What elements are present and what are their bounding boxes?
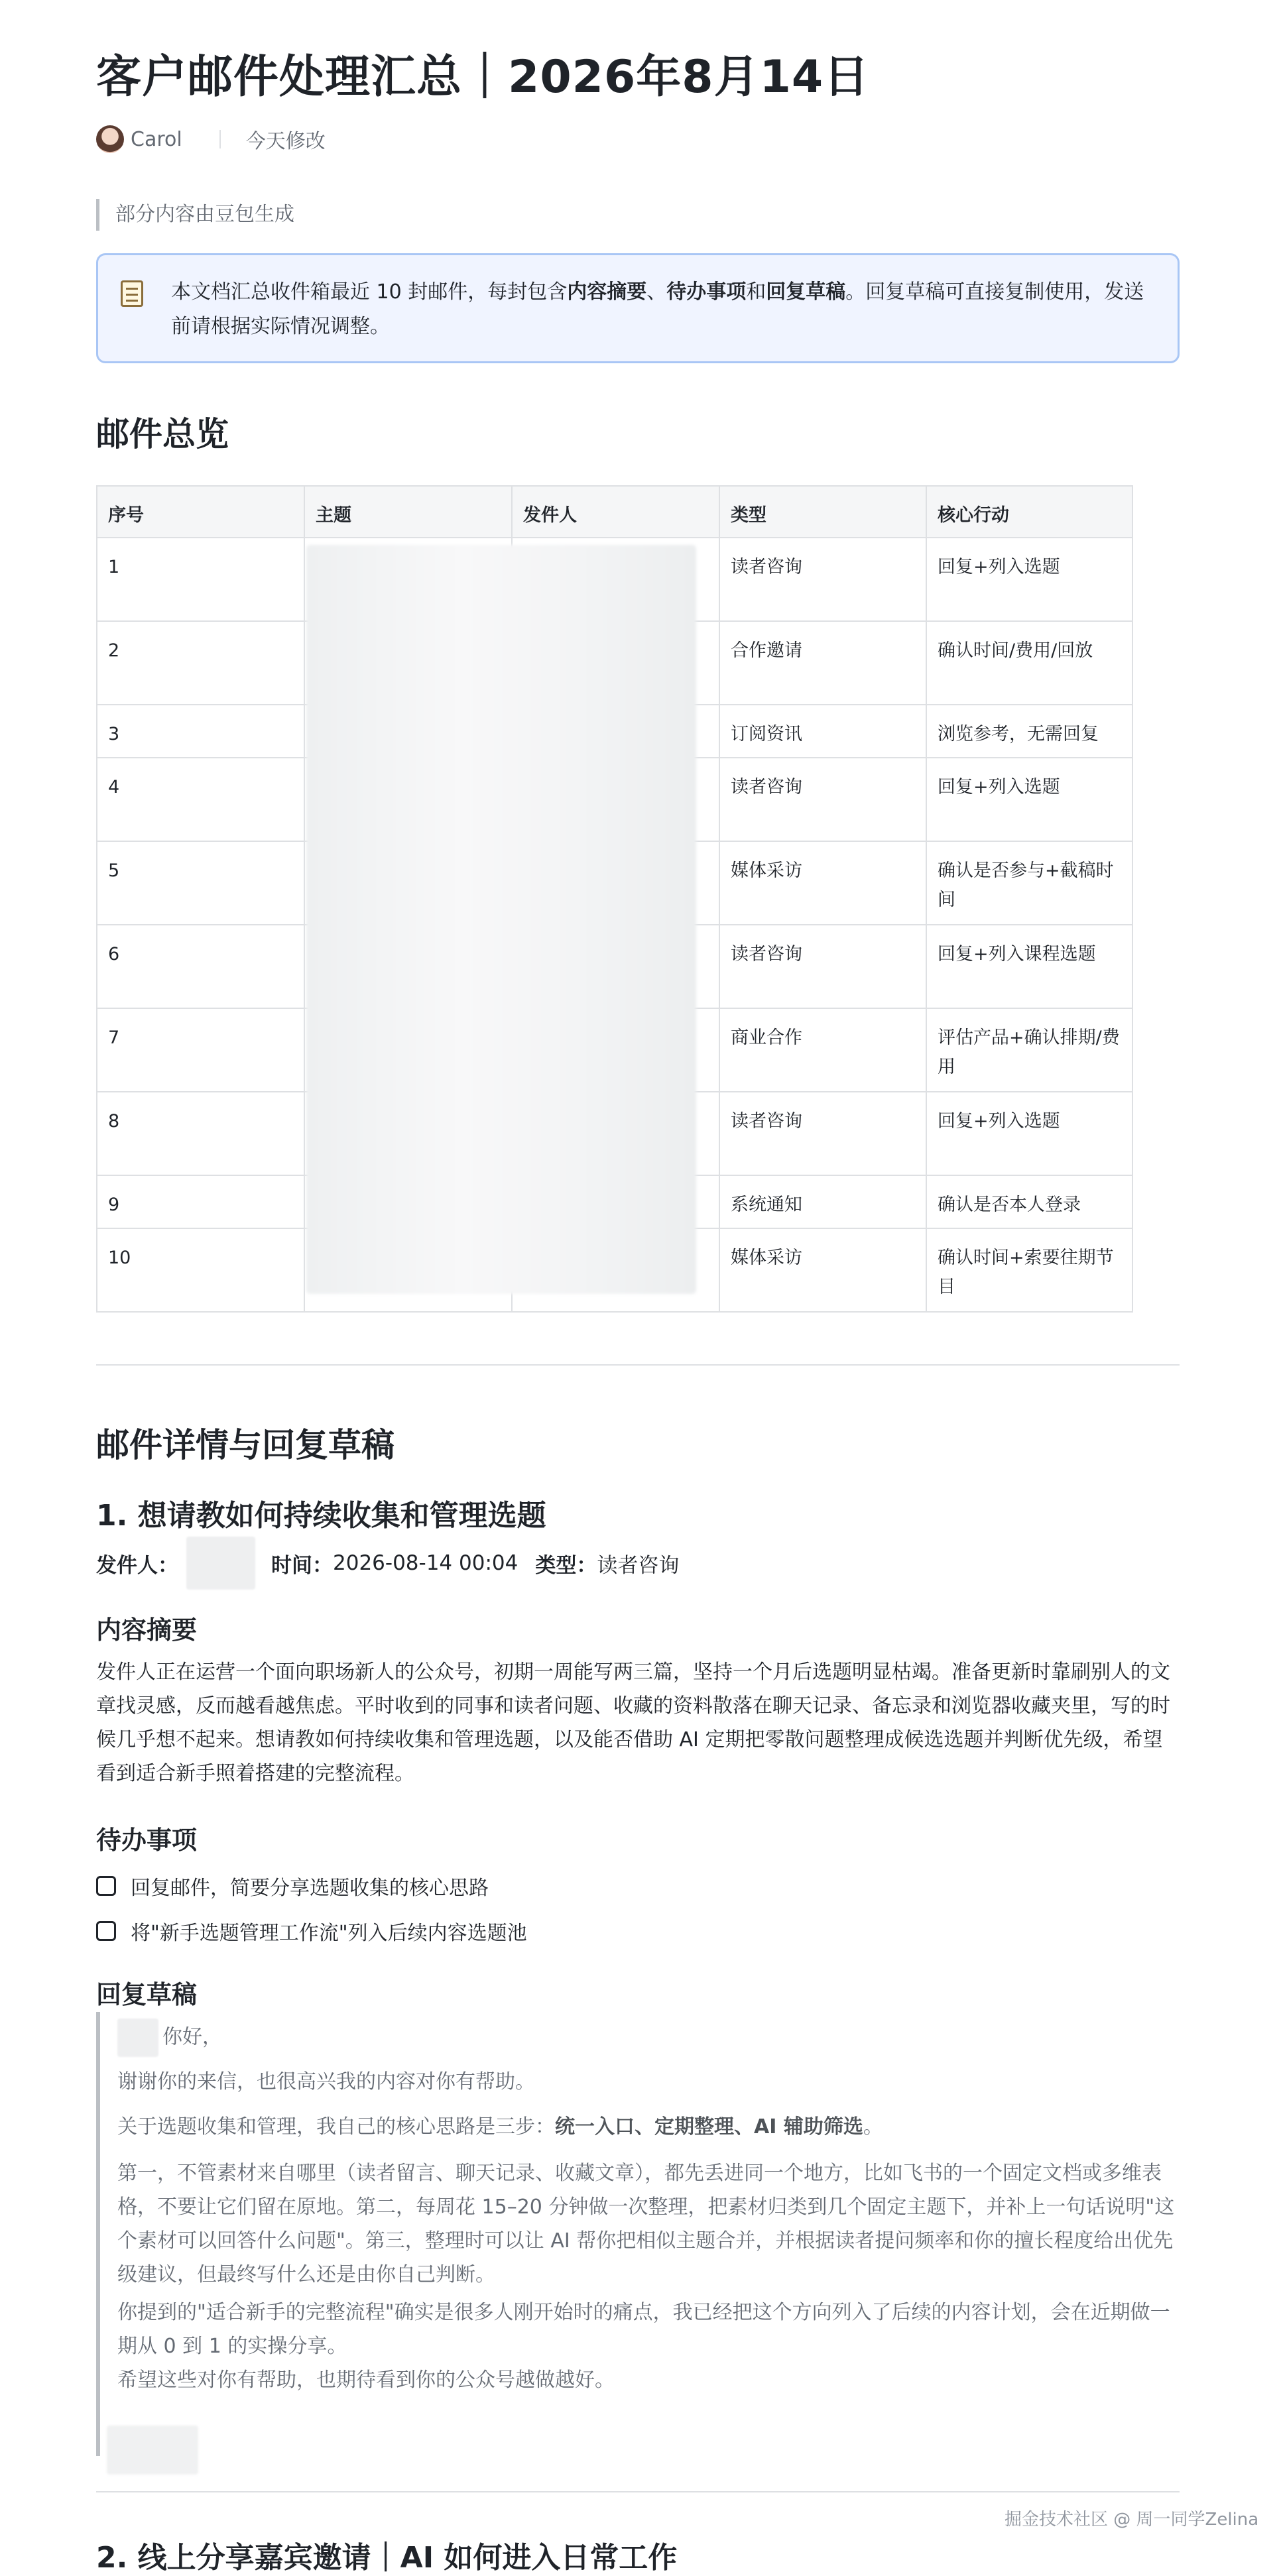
cell-no: 10 [97, 1228, 304, 1312]
todo-heading: 待办事项 [96, 1826, 198, 1855]
cell-action: 回复+列入选题 [926, 1092, 1132, 1175]
ai-generated-note: 部分内容由豆包生成 [96, 199, 294, 231]
summary-text: 发件人正在运营一个面向职场新人的公众号，初期一周能写两三篇，坚持一个月后选题明显枯竭。准备更新时靠刷别人的文章找灵感，反而越看越焦虑。平时收到的同事和读者问题、收藏的资料散落在聊天记录、备忘录和浏览器收藏夹里，写的时候几乎想不起来。想请教如何持续收集和管理选题，以及能否借助 AI 定期把零散问题整理成候选选题并判断优先级，希望看到适合新手照着搭建的完整流程。 [96, 1661, 1170, 1785]
cell-action: 回复+列入选题 [926, 538, 1132, 621]
cell-no: 6 [97, 925, 304, 1008]
cell-action: 确认是否参与+截稿时间 [926, 841, 1132, 925]
callout [96, 253, 1180, 363]
cell-action: 确认时间/费用/回放 [926, 621, 1132, 705]
redacted-sender [186, 1537, 255, 1590]
reply-line: 希望这些对你有帮助，也期待看到你的公众号越做越好。 [117, 2369, 615, 2392]
divider [96, 2491, 1180, 2492]
column-header: 核心行动 [926, 486, 1132, 538]
summary-heading: 内容摘要 [96, 1615, 198, 1645]
doc-meta [96, 123, 326, 156]
memo-icon [121, 280, 143, 307]
redacted-name [117, 2019, 158, 2057]
cell-type: 读者咨询 [719, 925, 926, 1008]
todo-item[interactable] [96, 1911, 527, 1951]
reply-line: 你提到的"适合新手的完整流程"确实是很多人刚开始时的痛点，我已经把这个方向列入了后续的内容计划，会在近期做一期从 0 到 1 的实操分享。 [117, 2301, 1170, 2358]
mail-1-meta [96, 1537, 679, 1590]
reply-draft [96, 2012, 1180, 2456]
cell-action: 浏览参考，无需回复 [926, 705, 1132, 758]
cell-action: 回复+列入课程选题 [926, 925, 1132, 1008]
watermark: 掘金技术社区 @ 周一同学Zelina [1005, 2510, 1259, 2530]
reply-greeting: 你好， [117, 2019, 1178, 2057]
mail-1-title: 1. 想请教如何持续收集和管理选题 [96, 1499, 546, 1533]
todo-text: 将"新手选题管理工作流"列入后续内容选题池 [131, 1922, 527, 1945]
table-header-row [97, 486, 1132, 538]
type-label: 类型： [535, 1553, 597, 1578]
todo-text: 回复邮件，简要分享选题收集的核心思路 [131, 1877, 489, 1900]
column-header: 发件人 [512, 486, 719, 538]
cell-action: 确认时间+索要往期节目 [926, 1228, 1132, 1312]
cell-no: 8 [97, 1092, 304, 1175]
reply-heading: 回复草稿 [96, 1980, 198, 2009]
meta-divider [219, 130, 221, 148]
cell-no: 1 [97, 538, 304, 621]
reply-line: 第一，不管素材来自哪里（读者留言、聊天记录、收藏文章），都先丢进同一个地方，比如飞书的一个固定文档或多维表格，不要让它们留在原地。第二，每周花 15–20 分钟做一次整理，把素材归类到几个固定主题下，并补上一句话说明"这个素材可以回答什么问题"。第三，整理时可以让 AI 帮你把相似主题合并，并根据读者提问频率和你的擅长程度给出优先级建议，但最终写什么还是由你自己判断。 [117, 2162, 1175, 2286]
checkbox[interactable] [96, 1876, 116, 1896]
author-name[interactable]: Carol [131, 127, 182, 151]
cell-no: 4 [97, 758, 304, 841]
reply-line: 谢谢你的来信，也很高兴我的内容对你有帮助。 [117, 2070, 535, 2093]
cell-type: 读者咨询 [719, 538, 926, 621]
divider [96, 1364, 1180, 1366]
redacted-signature [107, 2426, 198, 2475]
todo-item[interactable] [96, 1866, 489, 1906]
cell-action: 评估产品+确认排期/费用 [926, 1008, 1132, 1092]
cell-no: 9 [97, 1175, 304, 1228]
cell-type: 合作邀请 [719, 621, 926, 705]
column-header: 序号 [97, 486, 304, 538]
cell-type: 媒体采访 [719, 841, 926, 925]
details-heading: 邮件详情与回复草稿 [96, 1426, 395, 1464]
cell-no: 5 [97, 841, 304, 925]
cell-no: 3 [97, 705, 304, 758]
cell-no: 2 [97, 621, 304, 705]
column-header: 主题 [304, 486, 512, 538]
avatar[interactable] [96, 125, 124, 153]
cell-type: 媒体采访 [719, 1228, 926, 1312]
modified-time: 今天修改 [245, 130, 326, 153]
cell-no: 7 [97, 1008, 304, 1092]
cell-type: 订阅资讯 [719, 705, 926, 758]
mail-2-title: 2. 线上分享嘉宾邀请｜AI 如何进入日常工作 [96, 2541, 678, 2575]
cell-action: 回复+列入选题 [926, 758, 1132, 841]
cell-type: 读者咨询 [719, 758, 926, 841]
checkbox[interactable] [96, 1921, 116, 1941]
mail-time: 2026-08-14 00:04 [333, 1551, 518, 1575]
column-header: 类型 [719, 486, 926, 538]
cell-type: 系统通知 [719, 1175, 926, 1228]
page-title: 客户邮件处理汇总｜2026年8月14日 [96, 51, 870, 103]
time-label: 时间： [271, 1553, 333, 1578]
sender-label: 发件人： [96, 1553, 178, 1578]
overview-heading: 邮件总览 [96, 415, 229, 453]
cell-action: 确认是否本人登录 [926, 1175, 1132, 1228]
cell-type: 读者咨询 [719, 1092, 926, 1175]
reply-line: 关于选题收集和管理，我自己的核心思路是三步：统一入口、定期整理、AI 辅助筛选。 [117, 2115, 883, 2138]
mail-type: 读者咨询 [597, 1553, 680, 1578]
callout-text: 本文档汇总收件箱最近 10 封邮件，每封包含内容摘要、待办事项和回复草稿。回复草稿可直接复制使用，发送前请根据实际情况调整。 [171, 280, 1144, 338]
cell-type: 商业合作 [719, 1008, 926, 1092]
redacted-block [306, 545, 696, 1294]
